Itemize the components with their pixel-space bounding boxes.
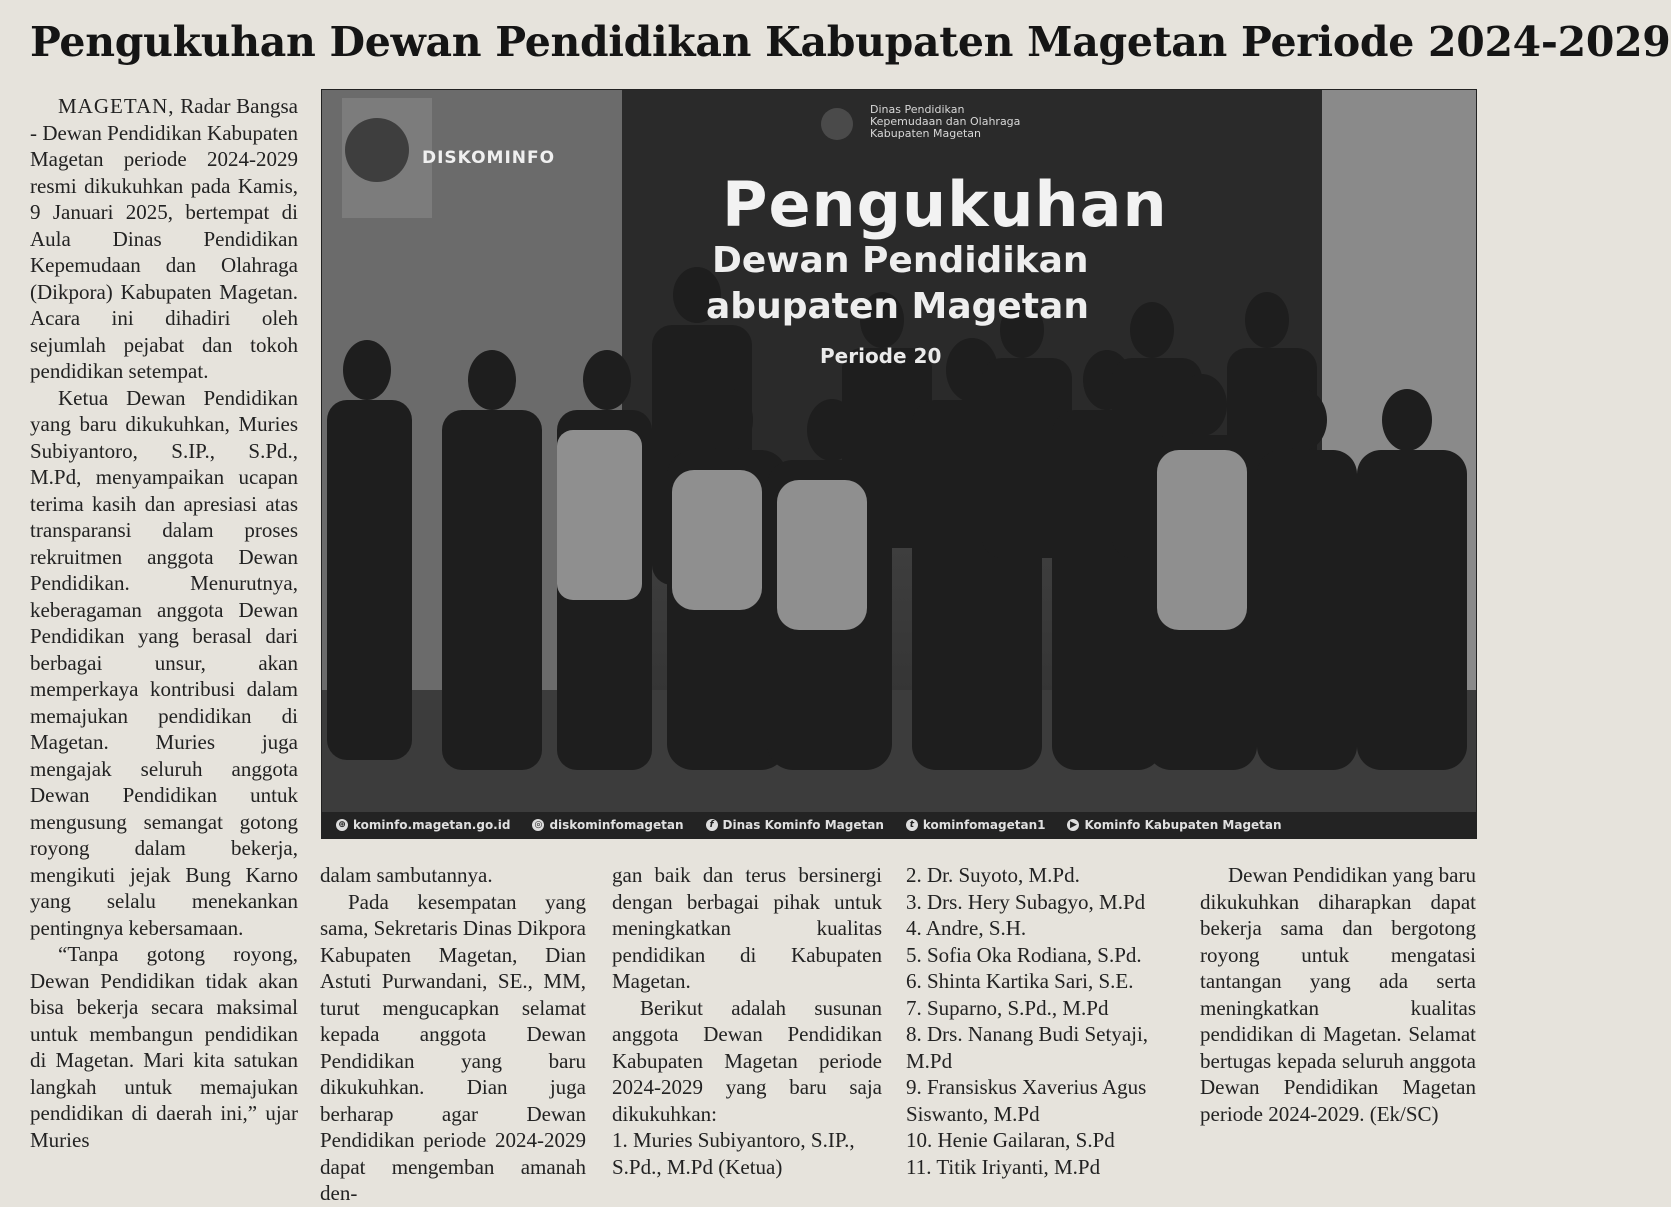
member-item-4: 4. Andre, S.H. bbox=[906, 916, 1027, 940]
member-item-1-continued: S.Pd., M.Pd (Ketua) bbox=[612, 1154, 783, 1179]
footer-web: ⊕ kominfo.magetan.go.id bbox=[336, 818, 510, 832]
article-paragraph-1 bbox=[30, 93, 298, 385]
member-item-2: 2. Dr. Suyoto, M.Pd. bbox=[906, 863, 1080, 887]
backdrop-subtitle-2: abupaten Magetan bbox=[706, 286, 1089, 327]
member-item-9: 9. Fransiskus Xaverius Agus Siswanto, M.Pd bbox=[906, 1075, 1147, 1126]
article-column-1 bbox=[30, 93, 298, 1153]
backdrop-title: Pengukuhan bbox=[722, 168, 1168, 241]
article-paragraph-3: “Tanpa gotong royong, Dewan Pendidikan tidak akan bisa bekerja secara maksimal untuk membangun pendidikan di Magetan. Mari kita satukan langkah untuk memajukan pendidikan di daerah ini,” ujar Muries bbox=[30, 942, 298, 1152]
member-item-10: 10. Henie Gailaran, S.Pd bbox=[906, 1128, 1115, 1152]
backdrop-brand: DISKOMINFO bbox=[422, 148, 556, 168]
member-item-7: 7. Suparno, S.Pd., M.Pd bbox=[906, 995, 1109, 1020]
footer-facebook: f Dinas Kominfo Magetan bbox=[706, 818, 884, 832]
instagram-icon: ◎ bbox=[532, 819, 544, 831]
footer-instagram: ◎ diskominfomagetan bbox=[532, 818, 683, 832]
member-item-11: 11. Titik Iriyanti, M.Pd bbox=[906, 1154, 1101, 1179]
member-item-3: 3. Drs. Hery Subagyo, M.Pd bbox=[906, 889, 1146, 914]
article-paragraph-3-continued: dalam sambutannya. bbox=[320, 863, 493, 887]
dikpora-logo-icon bbox=[821, 108, 853, 140]
article-column-3 bbox=[612, 862, 882, 1180]
footer-youtube: ▶ Kominfo Kabupaten Magetan bbox=[1067, 818, 1281, 832]
article-paragraph-6: Dewan Pendidikan yang baru dikukuhkan diharapkan dapat bekerja sama dan bergotong royong untuk mengatasi tantangan yang ada serta meningkatkan kualitas pendidikan di Magetan. Selamat bertugas kepada seluruh anggota Dewan Pendidikan Magetan periode 2024-2029. (Ek/SC) bbox=[1200, 863, 1476, 1126]
photo-social-footer bbox=[322, 812, 1476, 838]
article-column-5 bbox=[1200, 862, 1476, 1127]
youtube-icon: ▶ bbox=[1067, 819, 1079, 831]
paragraph-1-text: Radar Bangsa - Dewan Pendidikan Kabupaten Magetan periode 2024-2029 resmi dikukuhkan pada Kamis, 9 Januari 2025, bertempat di Aula Dinas Pendidikan Kepemudaan dan Olahraga (Dikpora) Kabupaten Magetan. Acara ini dihadiri oleh sejumlah pejabat dan tokoh pendidikan setempat. bbox=[30, 94, 298, 383]
globe-icon: ⊕ bbox=[336, 819, 348, 831]
member-item-8: 8. Drs. Nanang Budi Setyaji, M.Pd bbox=[906, 1022, 1149, 1073]
article-column-2 bbox=[320, 862, 586, 1207]
article-paragraph-2: Ketua Dewan Pendidikan yang baru dikukuhkan, Muries Subiyantoro, S.IP., S.Pd., M.Pd, menyampaikan ucapan terima kasih dan apresiasi atas transparansi dalam proses rekruitmen anggota Dewan Pendidikan. Menurutnya, keberagaman anggota Dewan Pendidikan yang berasal dari berbagai unsur, akan memperkaya kontribusi dalam memajukan pendidikan di Magetan. Muries juga mengajak seluruh anggota Dewan Pendidikan untuk mengusung semangat gotong royong dalam bekerja, mengikuti jejak Bung Karno yang selalu menekankan pentingnya kebersamaan. bbox=[30, 385, 298, 940]
facebook-icon: f bbox=[706, 819, 718, 831]
article-photo bbox=[321, 89, 1477, 839]
member-item-5: 5. Sofia Oka Rodiana, S.Pd. bbox=[906, 942, 1142, 967]
member-item-6: 6. Shinta Kartika Sari, S.E. bbox=[906, 969, 1134, 993]
article-paragraph-4: Pada kesempatan yang sama, Sekretaris Dinas Dikpora Kabupaten Magetan, Dian Astuti Purwandani, SE., MM, turut mengucapkan selamat kepada anggota Dewan Pendidikan yang baru dikukuhkan. Dian juga berharap agar Dewan Pendidikan periode 2024-2029 dapat mengemban amanah den- bbox=[320, 889, 586, 1205]
backdrop-org-text: Dinas Pendidikan Kepemudaan dan Olahraga Kabupaten Magetan bbox=[870, 103, 1021, 140]
footer-twitter: t kominfomagetan1 bbox=[906, 818, 1046, 832]
headline: Pengukuhan Dewan Pendidikan Kabupaten Magetan Periode 2024-2029 bbox=[30, 18, 1671, 66]
article-paragraph-4-continued: gan baik dan terus bersinergi dengan berbagai pihak untuk meningkatkan kualitas pendidikan di Kabupaten Magetan. bbox=[612, 863, 882, 993]
member-list-column bbox=[906, 862, 1184, 1180]
article-paragraph-5: Berikut adalah susunan anggota Dewan Pendidikan Kabupaten Magetan periode 2024-2029 yang baru saja dikukuhkan: bbox=[612, 995, 882, 1126]
backdrop-period: Periode 20 bbox=[820, 344, 942, 368]
backdrop-subtitle-1: Dewan Pendidikan bbox=[712, 240, 1089, 281]
twitter-icon: t bbox=[906, 819, 918, 831]
regency-logo-icon bbox=[345, 118, 409, 182]
dateline: MAGETAN, bbox=[58, 94, 175, 118]
member-item-1: 1. Muries Subiyantoro, S.IP., bbox=[612, 1128, 855, 1152]
